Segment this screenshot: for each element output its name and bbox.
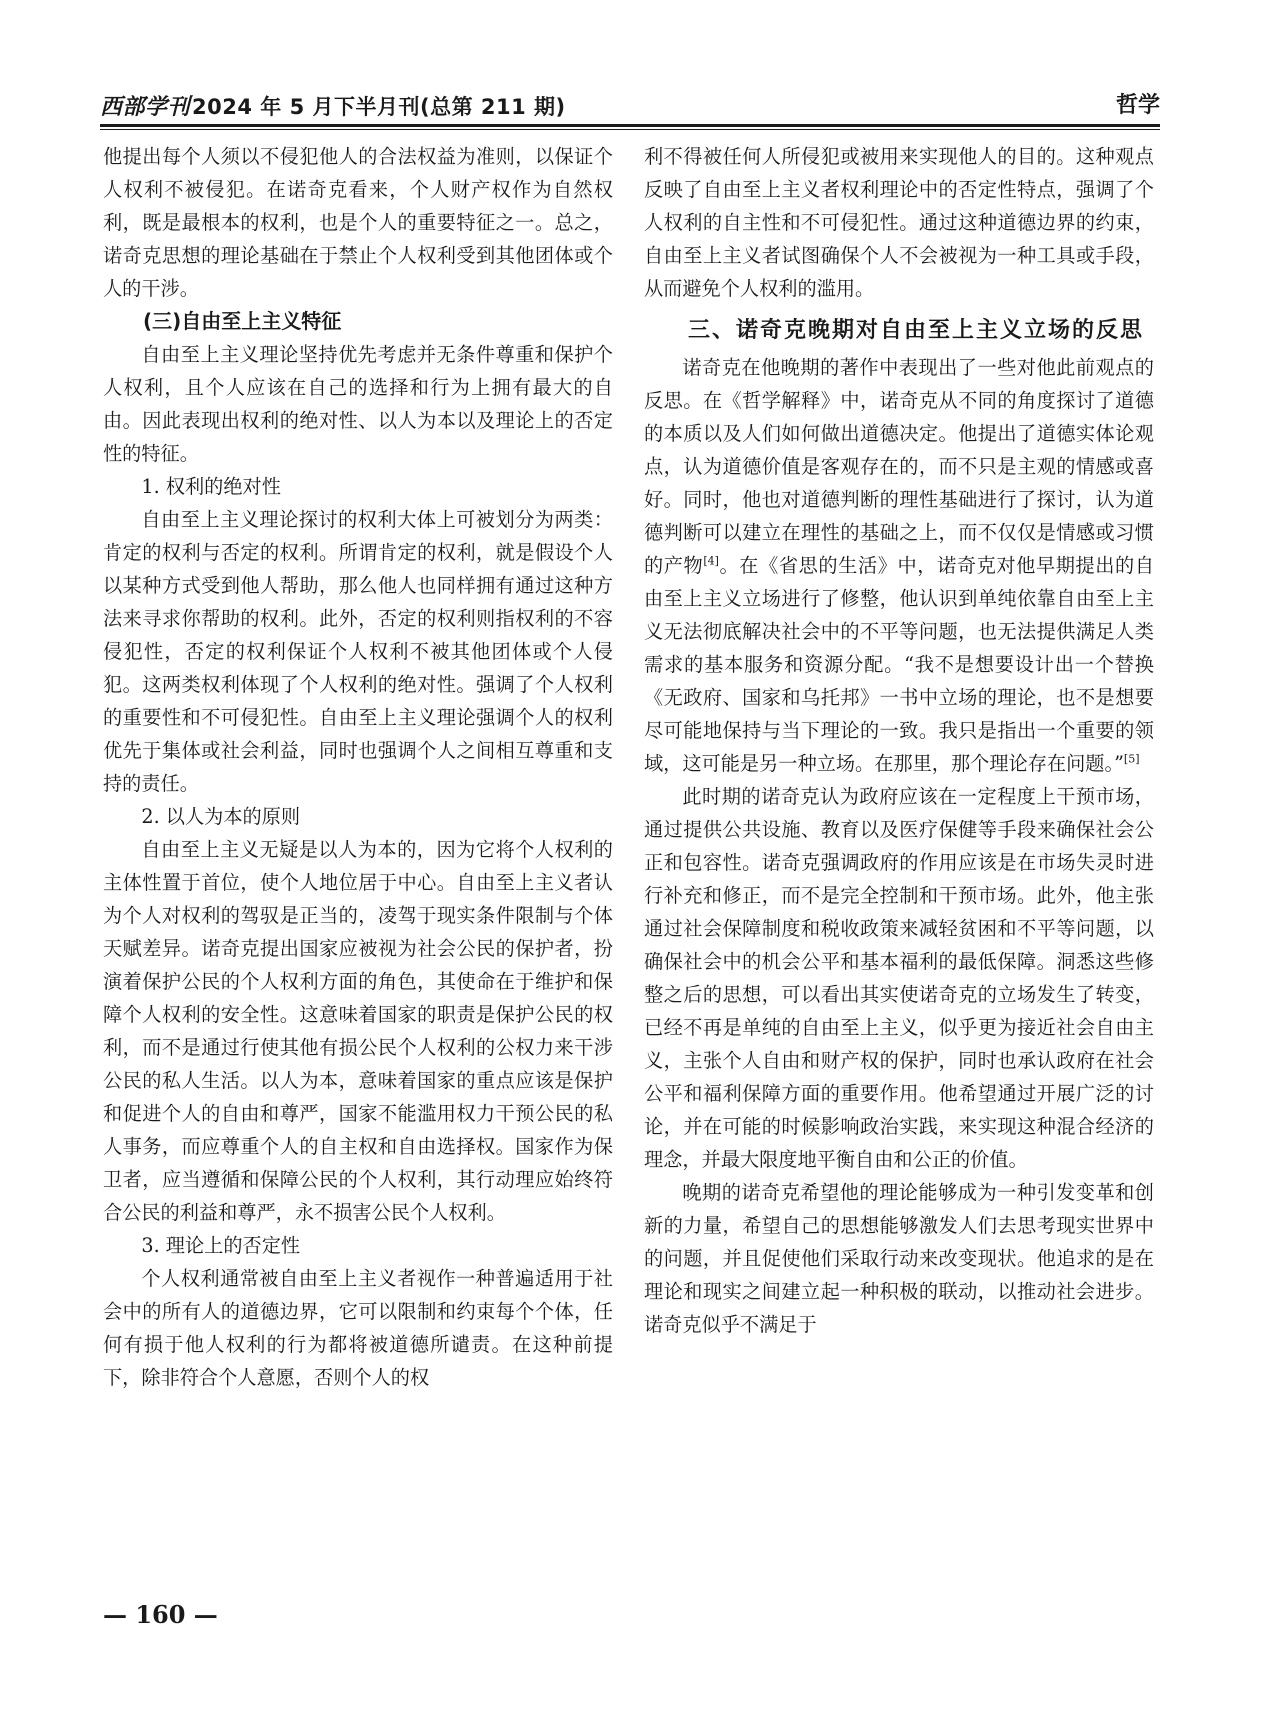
paragraph: 利不得被任何人所侵犯或被用来实现他人的目的。这种观点反映了自由至上主义者权利理论中的否定性特点，强调了个人权利的自主性和不可侵犯性。通过这种道德边界的约束，自由至上主义者试图确保个人不会被视为一种工具或手段，从而避免个人权利的滥用。 [644, 145, 1154, 300]
sub-heading: 3. 理论上的否定性 [141, 1234, 301, 1257]
citation-ref: [5] [1123, 752, 1140, 766]
header-rule [100, 124, 1160, 127]
paragraph: 他提出每个人须以不侵犯他人的合法权益为准则，以保证个人权利不被侵犯。在诺奇克看来，个人财产权作为自然权利，既是最根本的权利，也是个人的重要特征之一。总之，诺奇克思想的理论基础在于禁止个人权利受到其他团体或个人的干涉。 [103, 145, 613, 300]
paragraph [644, 351, 1154, 780]
paragraph: 晚期的诺奇克希望他的理论能够成为一种引发变革和创新的力量，希望自己的思想能够激发人们去思考现实世界中的问题，并且促使他们采取行动来改变现状。他追求的是在理论和现实之间建立起一种积极的联动，以推动社会进步。诺奇克似乎不满足于 [644, 1181, 1154, 1336]
paragraph: 个人权利通常被自由至上主义者视作一种普遍适用于社会中的所有人的道德边界，它可以限制和约束每个个体，任何有损于他人权利的行为都将被道德所谴责。在这种前提下，除非符合个人意愿，否则个人的权 [103, 1267, 613, 1389]
section-heading: 三、诺奇克晚期对自由至上主义立场的反思 [688, 318, 1145, 343]
sub-heading: 1. 权利的绝对性 [141, 475, 281, 498]
paragraph: 此时期的诺奇克认为政府应该在一定程度上干预市场，通过提供公共设施、教育以及医疗保健等手段来确保社会公正和包容性。诺奇克强调政府的作用应该是在市场失灵时进行补充和修正，而不是完全控制和干预市场。此外，他主张通过社会保障制度和税收政策来减轻贫困和不平等问题，以确保社会中的机会公平和基本福利的最低保障。洞悉这些修整之后的思想，可以看出其实使诺奇克的立场发生了转变，已经不再是单纯的自由至上主义，似乎更为接近社会自由主义，主张个人自由和财产权的保护，同时也承认政府在社会公平和福利保障方面的重要作用。他希望通过开展广泛的讨论，并在可能的时候影响政治实践，来实现这种混合经济的理念，并最大限度地平衡自由和公正的价值。 [644, 785, 1154, 1171]
running-header [100, 86, 1160, 122]
paragraph: 自由至上主义理论坚持优先考虑并无条件尊重和保护个人权利，且个人应该在自己的选择和行为上拥有最大的自由。因此表现出权利的绝对性、以人为本以及理论上的否定性的特征。 [103, 343, 613, 465]
citation-ref: [4] [703, 554, 719, 568]
sub-heading: 2. 以人为本的原则 [141, 805, 301, 828]
section-label: 哲学 [1115, 93, 1160, 118]
paragraph-text: 诺奇克在他晚期的著作中表现出了一些对他此前观点的反思。在《哲学解释》中，诺奇克从不同的角度探讨了道德的本质以及人们如何做出道德决定。他提出了道德实体论观点，认为道德价值是客观存在的，而不只是主观的情感或喜好。同时，他也对道德判断的理性基础进行了探讨，认为道德判断可以建立在理性的基础之上，而不仅仅是情感或习惯的产物 [644, 356, 1154, 577]
paragraph: 自由至上主义理论探讨的权利大体上可被划分为两类：肯定的权利与否定的权利。所谓肯定的权利，就是假设个人以某种方式受到他人帮助，那么他人也同样拥有通过这种方法来寻求你帮助的权利。此外，否定的权利则指权利的不容侵犯性，否定的权利保证个人权利不被其他团体或个人侵犯。这两类权利体现了个人权利的绝对性。强调了个人权利的重要性和不可侵犯性。自由至上主义理论强调个人的权利优先于集体或社会利益，同时也强调个人之间相互尊重和支持的责任。 [103, 508, 613, 795]
paragraph: 自由至上主义无疑是以人为本的，因为它将个人权利的主体性置于首位，使个人地位居于中心。自由至上主义者认为个人对权利的驾驭是正当的，凌驾于现实条件限制与个体天赋差异。诺奇克提出国家应被视为社会公民的保护者，扮演着保护公民的个人权利方面的角色，其使命在于维护和保障个人权利的安全性。这意味着国家的职责是保护公民的权利，而不是通过行使其他有损公民个人权利的公权力来干涉公民的私人生活。以人为本，意味着国家的重点应该是保护和促进个人的自由和尊严，国家不能滥用权力干预公民的私人事务，而应尊重个人的自主权和自由选择权。国家作为保卫者，应当遵循和保障公民的个人权利，其行动理应始终符合公民的利益和尊严，永不损害公民个人权利。 [103, 838, 613, 1224]
journal-header [100, 90, 566, 121]
right-column [644, 140, 1154, 1341]
page-number: — 160 — [103, 1600, 218, 1629]
left-column [103, 140, 613, 1394]
paragraph-text: 。在《省思的生活》中，诺奇克对他早期提出的自由至上主义立场进行了修整，他认识到单纯依靠自由至上主义无法彻底解决社会中的不平等问题，也无法提供满足人类需求的基本服务和资源分配。“我不是想要设计出一个替换《无政府、国家和乌托邦》一书中立场的理论，也不是想要尽可能地保持与当下理论的一致。我只是指出一个重要的领域，这可能是另一种立场。在那里，那个理论存在问题。” [644, 554, 1155, 775]
journal-logo: 西部学刊 [100, 94, 191, 120]
issue-info: 2024 年 5 月下半月刊(总第 211 期) [192, 95, 566, 119]
header-rule-thin [100, 129, 1160, 130]
subsection-heading: (三)自由至上主义特征 [143, 309, 342, 333]
